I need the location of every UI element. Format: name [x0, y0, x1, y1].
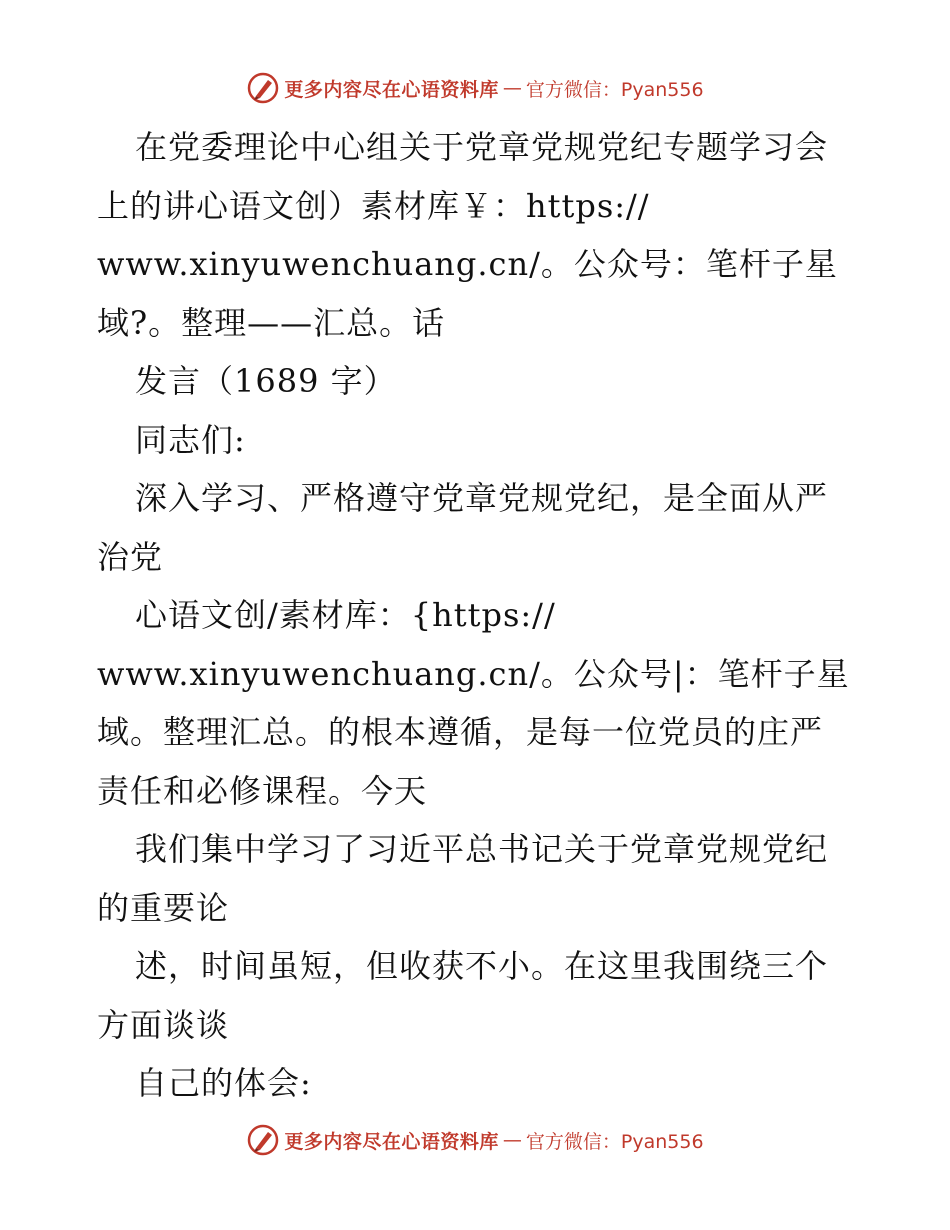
paragraph-line: 治党	[97, 537, 164, 576]
paragraph-line: 责任和必修课程。今天	[97, 771, 428, 810]
paragraph-line: 域。整理汇总。的根本遵循，是每一位党员的庄严	[97, 713, 824, 751]
pen-logo-icon	[246, 71, 280, 105]
header-banner	[0, 68, 950, 108]
paragraph-line: 发言（1689 字）	[135, 362, 397, 400]
paragraph-line: 方面谈谈	[97, 1005, 230, 1044]
paragraph-line: www.xinyuwenchuang.cn/。公众号：笔杆子星	[97, 245, 838, 283]
banner-separator: —	[502, 77, 522, 99]
paragraph-line: 自己的体会:	[135, 1064, 312, 1102]
paragraph-line: 心语文创/素材库：{https://	[135, 596, 556, 634]
banner-text: 更多内容尽在心语资料库	[284, 78, 499, 101]
banner-wechat: 官方微信：Pyan556	[525, 1130, 704, 1153]
paragraph-line: 深入学习、严格遵守党章党规党纪，是全面从严	[135, 479, 829, 517]
paragraph-line: 在党委理论中心组关于党章党规党纪专题学习会	[135, 128, 829, 166]
banner-separator: —	[502, 1129, 522, 1151]
paragraph-line: 述，时间虽短，但收获不小。在这里我围绕三个	[135, 947, 829, 985]
paragraph-line: 域?。整理——汇总。话	[97, 303, 446, 342]
paragraph-line: www.xinyuwenchuang.cn/。公众号|：笔杆子星	[97, 654, 850, 693]
paragraph-line: 上的讲心语文创）素材库￥：https://	[97, 186, 650, 225]
document-body	[97, 118, 857, 1113]
banner-text: 更多内容尽在心语资料库	[284, 1130, 499, 1153]
paragraph-line: 的重要论	[97, 888, 230, 927]
footer-banner	[0, 1120, 950, 1160]
paragraph-line: 我们集中学习了习近平总书记关于党章党规党纪	[135, 830, 829, 868]
banner-wechat: 官方微信：Pyan556	[525, 78, 704, 101]
pen-logo-icon	[246, 1123, 280, 1157]
paragraph-line: 同志们:	[135, 420, 246, 459]
